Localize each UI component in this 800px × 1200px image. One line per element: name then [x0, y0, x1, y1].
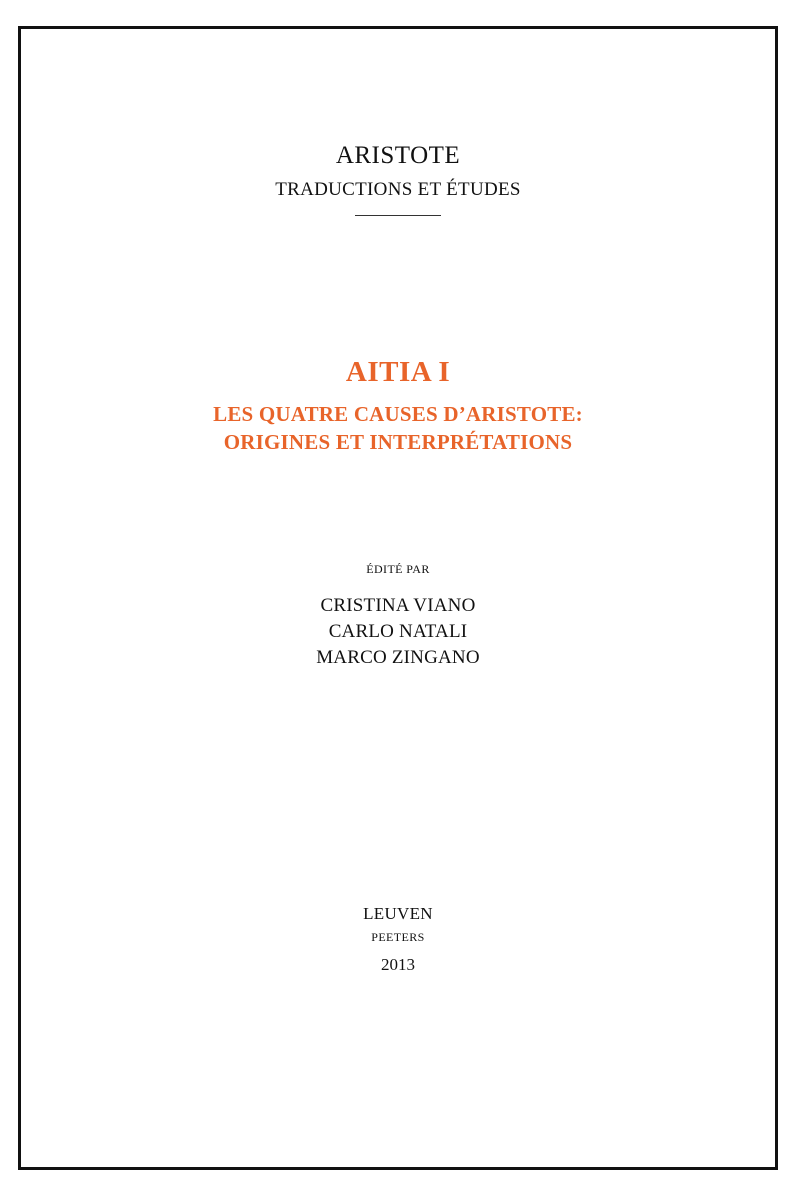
title-page [18, 26, 778, 1170]
publication-year: 2013 [381, 955, 415, 974]
series-name: ARISTOTE [335, 142, 461, 169]
series-header [21, 141, 775, 216]
publisher-city: LEUVEN [363, 904, 433, 923]
book-title: AITIA I [345, 356, 451, 388]
editor-name: CRISTINA VIANO [320, 595, 476, 616]
editor-list [21, 593, 775, 671]
editors-block [21, 561, 775, 671]
publisher-name: PEETERS [371, 930, 425, 944]
series-divider [355, 215, 441, 216]
series-subtitle: TRADUCTIONS ET ÉTUDES [275, 179, 521, 200]
book-subtitle-line: LES QUATRE CAUSES D’ARISTOTE: [213, 402, 583, 426]
book-title-block [21, 354, 775, 456]
book-subtitle-line: ORIGINES ET INTERPRÉTATIONS [223, 430, 573, 454]
editor-name: MARCO ZINGANO [316, 647, 480, 668]
edited-by-label: ÉDITÉ PAR [366, 562, 430, 576]
imprint-block [21, 903, 775, 976]
book-subtitle [21, 400, 775, 456]
editor-name: CARLO NATALI [328, 621, 468, 642]
